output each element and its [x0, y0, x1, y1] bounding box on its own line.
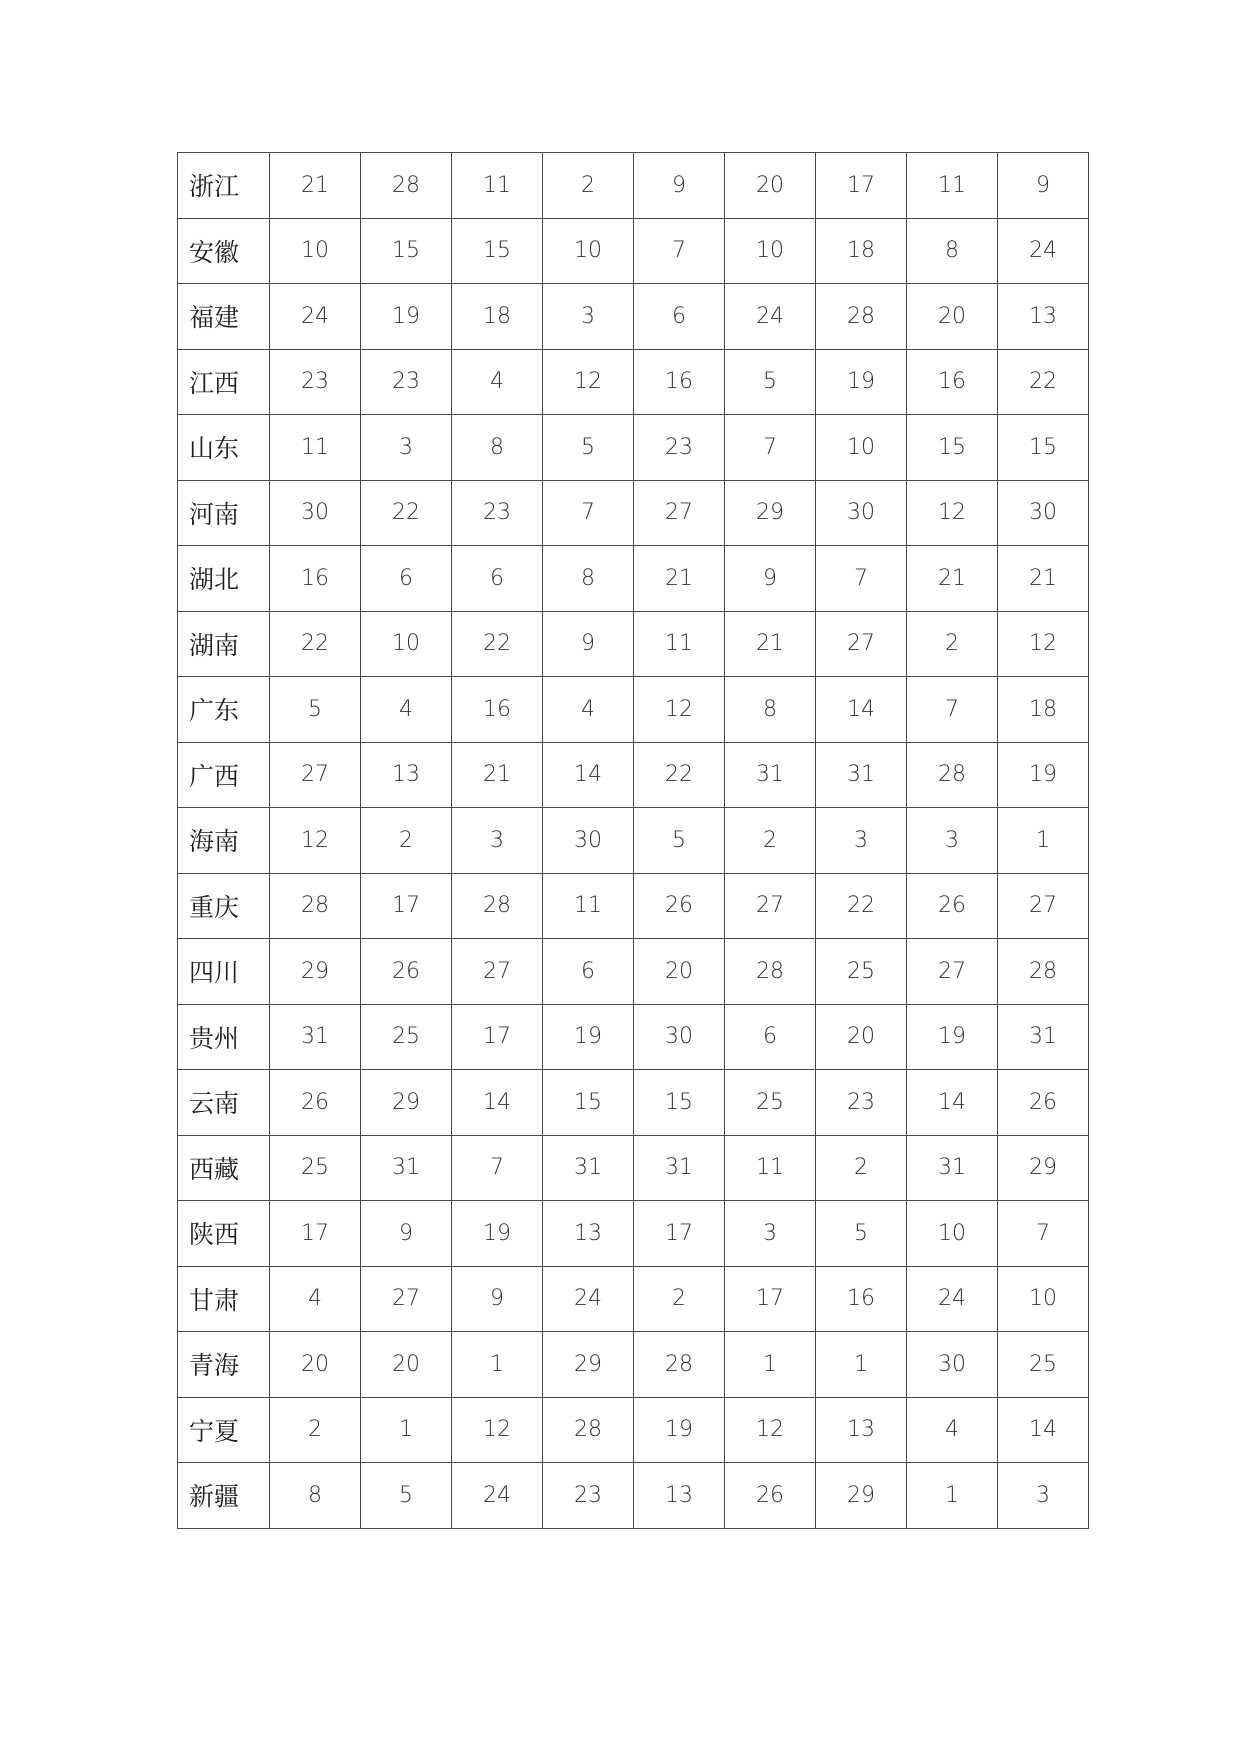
rank-value-cell: 7: [998, 1201, 1089, 1267]
rank-value-cell: 11: [725, 1135, 816, 1201]
rank-value-cell: 1: [907, 1463, 998, 1529]
rank-value-cell: 13: [634, 1463, 725, 1529]
province-name-cell: 湖南: [178, 611, 270, 677]
rank-value-cell: 1: [452, 1332, 543, 1398]
province-name-cell: 海南: [178, 808, 270, 874]
rank-value-cell: 12: [634, 677, 725, 743]
rank-value-cell: 7: [452, 1135, 543, 1201]
rank-value-cell: 30: [543, 808, 634, 874]
rank-value-cell: 17: [270, 1201, 361, 1267]
rank-value-cell: 12: [907, 480, 998, 546]
rank-value-cell: 13: [361, 742, 452, 808]
province-ranking-table: [177, 152, 1089, 1529]
rank-value-cell: 23: [361, 349, 452, 415]
rank-value-cell: 2: [816, 1135, 907, 1201]
table-body: [178, 153, 1089, 1529]
table-row: [178, 1332, 1089, 1398]
rank-value-cell: 7: [816, 546, 907, 612]
rank-value-cell: 14: [998, 1397, 1089, 1463]
rank-value-cell: 24: [907, 1266, 998, 1332]
rank-value-cell: 17: [452, 1004, 543, 1070]
rank-value-cell: 31: [998, 1004, 1089, 1070]
province-name-cell: 西藏: [178, 1135, 270, 1201]
rank-value-cell: 28: [816, 284, 907, 350]
rank-value-cell: 6: [634, 284, 725, 350]
rank-value-cell: 11: [270, 415, 361, 481]
province-name-cell: 安徽: [178, 218, 270, 284]
rank-value-cell: 8: [452, 415, 543, 481]
rank-value-cell: 3: [998, 1463, 1089, 1529]
rank-value-cell: 4: [543, 677, 634, 743]
rank-value-cell: 23: [543, 1463, 634, 1529]
rank-value-cell: 24: [998, 218, 1089, 284]
province-name-cell: 贵州: [178, 1004, 270, 1070]
rank-value-cell: 16: [634, 349, 725, 415]
table-row: [178, 1201, 1089, 1267]
province-name-cell: 陕西: [178, 1201, 270, 1267]
rank-value-cell: 20: [361, 1332, 452, 1398]
table-row: [178, 677, 1089, 743]
rank-value-cell: 1: [361, 1397, 452, 1463]
rank-value-cell: 31: [634, 1135, 725, 1201]
rank-value-cell: 20: [270, 1332, 361, 1398]
rank-value-cell: 26: [998, 1070, 1089, 1136]
rank-value-cell: 10: [361, 611, 452, 677]
rank-value-cell: 6: [543, 939, 634, 1005]
province-name-cell: 山东: [178, 415, 270, 481]
rank-value-cell: 28: [452, 873, 543, 939]
rank-value-cell: 19: [816, 349, 907, 415]
table-row: [178, 546, 1089, 612]
rank-value-cell: 10: [998, 1266, 1089, 1332]
rank-value-cell: 28: [907, 742, 998, 808]
table-row: [178, 349, 1089, 415]
table-row: [178, 218, 1089, 284]
rank-value-cell: 9: [634, 153, 725, 219]
rank-value-cell: 26: [725, 1463, 816, 1529]
rank-value-cell: 2: [725, 808, 816, 874]
rank-value-cell: 13: [998, 284, 1089, 350]
rank-value-cell: 27: [361, 1266, 452, 1332]
rank-value-cell: 19: [907, 1004, 998, 1070]
rank-value-cell: 7: [907, 677, 998, 743]
rank-value-cell: 29: [543, 1332, 634, 1398]
rank-value-cell: 16: [907, 349, 998, 415]
rank-value-cell: 30: [816, 480, 907, 546]
rank-value-cell: 30: [634, 1004, 725, 1070]
rank-value-cell: 20: [634, 939, 725, 1005]
province-name-cell: 重庆: [178, 873, 270, 939]
rank-value-cell: 12: [452, 1397, 543, 1463]
rank-value-cell: 30: [270, 480, 361, 546]
rank-value-cell: 29: [816, 1463, 907, 1529]
rank-value-cell: 14: [452, 1070, 543, 1136]
rank-value-cell: 3: [907, 808, 998, 874]
table-row: [178, 1004, 1089, 1070]
rank-value-cell: 27: [634, 480, 725, 546]
rank-value-cell: 18: [998, 677, 1089, 743]
rank-value-cell: 29: [998, 1135, 1089, 1201]
rank-value-cell: 17: [634, 1201, 725, 1267]
rank-value-cell: 31: [816, 742, 907, 808]
rank-value-cell: 1: [816, 1332, 907, 1398]
rank-value-cell: 21: [998, 546, 1089, 612]
rank-value-cell: 24: [725, 284, 816, 350]
rank-value-cell: 24: [270, 284, 361, 350]
rank-value-cell: 31: [725, 742, 816, 808]
rank-value-cell: 4: [907, 1397, 998, 1463]
rank-value-cell: 26: [361, 939, 452, 1005]
rank-value-cell: 16: [270, 546, 361, 612]
rank-value-cell: 23: [816, 1070, 907, 1136]
rank-value-cell: 2: [634, 1266, 725, 1332]
rank-value-cell: 27: [270, 742, 361, 808]
rank-value-cell: 5: [725, 349, 816, 415]
rank-value-cell: 15: [998, 415, 1089, 481]
rank-value-cell: 17: [816, 153, 907, 219]
rank-value-cell: 7: [725, 415, 816, 481]
rank-value-cell: 17: [361, 873, 452, 939]
rank-value-cell: 28: [998, 939, 1089, 1005]
rank-value-cell: 2: [543, 153, 634, 219]
rank-value-cell: 23: [270, 349, 361, 415]
rank-value-cell: 20: [907, 284, 998, 350]
rank-value-cell: 3: [361, 415, 452, 481]
rank-value-cell: 15: [907, 415, 998, 481]
rank-value-cell: 23: [452, 480, 543, 546]
rank-value-cell: 3: [725, 1201, 816, 1267]
rank-value-cell: 16: [816, 1266, 907, 1332]
rank-value-cell: 17: [725, 1266, 816, 1332]
rank-value-cell: 15: [452, 218, 543, 284]
rank-value-cell: 21: [270, 153, 361, 219]
rank-value-cell: 27: [907, 939, 998, 1005]
rank-value-cell: 10: [725, 218, 816, 284]
rank-value-cell: 8: [907, 218, 998, 284]
table-row: [178, 742, 1089, 808]
rank-value-cell: 5: [270, 677, 361, 743]
rank-value-cell: 10: [816, 415, 907, 481]
rank-value-cell: 7: [634, 218, 725, 284]
rank-value-cell: 9: [998, 153, 1089, 219]
rank-value-cell: 19: [998, 742, 1089, 808]
rank-value-cell: 4: [361, 677, 452, 743]
rank-value-cell: 5: [816, 1201, 907, 1267]
rank-value-cell: 11: [907, 153, 998, 219]
rank-value-cell: 5: [634, 808, 725, 874]
rank-value-cell: 6: [452, 546, 543, 612]
table-row: [178, 808, 1089, 874]
rank-value-cell: 19: [634, 1397, 725, 1463]
province-name-cell: 广东: [178, 677, 270, 743]
rank-value-cell: 12: [725, 1397, 816, 1463]
rank-value-cell: 30: [907, 1332, 998, 1398]
rank-value-cell: 31: [270, 1004, 361, 1070]
table-row: [178, 611, 1089, 677]
rank-value-cell: 5: [361, 1463, 452, 1529]
table-row: [178, 284, 1089, 350]
rank-value-cell: 22: [998, 349, 1089, 415]
rank-value-cell: 27: [998, 873, 1089, 939]
table-row: [178, 939, 1089, 1005]
table-row: [178, 1266, 1089, 1332]
rank-value-cell: 19: [452, 1201, 543, 1267]
table-row: [178, 873, 1089, 939]
rank-value-cell: 19: [361, 284, 452, 350]
rank-value-cell: 9: [361, 1201, 452, 1267]
rank-value-cell: 14: [907, 1070, 998, 1136]
rank-value-cell: 21: [725, 611, 816, 677]
rank-value-cell: 10: [543, 218, 634, 284]
rank-value-cell: 22: [816, 873, 907, 939]
rank-value-cell: 28: [270, 873, 361, 939]
rank-value-cell: 7: [543, 480, 634, 546]
rank-value-cell: 20: [725, 153, 816, 219]
rank-value-cell: 11: [543, 873, 634, 939]
rank-value-cell: 22: [452, 611, 543, 677]
province-name-cell: 甘肃: [178, 1266, 270, 1332]
table-row: [178, 480, 1089, 546]
rank-value-cell: 28: [543, 1397, 634, 1463]
rank-value-cell: 3: [452, 808, 543, 874]
table-row: [178, 1070, 1089, 1136]
rank-value-cell: 15: [543, 1070, 634, 1136]
rank-value-cell: 12: [998, 611, 1089, 677]
rank-value-cell: 13: [816, 1397, 907, 1463]
rank-value-cell: 10: [907, 1201, 998, 1267]
rank-value-cell: 21: [634, 546, 725, 612]
rank-value-cell: 25: [816, 939, 907, 1005]
rank-value-cell: 29: [361, 1070, 452, 1136]
province-name-cell: 河南: [178, 480, 270, 546]
rank-value-cell: 24: [452, 1463, 543, 1529]
table-row: [178, 1135, 1089, 1201]
rank-value-cell: 2: [907, 611, 998, 677]
rank-value-cell: 21: [452, 742, 543, 808]
rank-value-cell: 27: [725, 873, 816, 939]
rank-value-cell: 25: [270, 1135, 361, 1201]
rank-value-cell: 9: [725, 546, 816, 612]
rank-value-cell: 3: [816, 808, 907, 874]
table-row: [178, 1463, 1089, 1529]
province-name-cell: 福建: [178, 284, 270, 350]
rank-value-cell: 20: [816, 1004, 907, 1070]
province-name-cell: 广西: [178, 742, 270, 808]
rank-value-cell: 3: [543, 284, 634, 350]
rank-value-cell: 15: [361, 218, 452, 284]
rank-value-cell: 12: [543, 349, 634, 415]
rank-value-cell: 22: [361, 480, 452, 546]
province-name-cell: 江西: [178, 349, 270, 415]
province-name-cell: 宁夏: [178, 1397, 270, 1463]
rank-value-cell: 9: [452, 1266, 543, 1332]
table-row: [178, 153, 1089, 219]
rank-value-cell: 21: [907, 546, 998, 612]
rank-value-cell: 28: [634, 1332, 725, 1398]
rank-value-cell: 11: [634, 611, 725, 677]
rank-value-cell: 14: [816, 677, 907, 743]
rank-value-cell: 25: [361, 1004, 452, 1070]
province-name-cell: 云南: [178, 1070, 270, 1136]
rank-value-cell: 25: [998, 1332, 1089, 1398]
rank-value-cell: 16: [452, 677, 543, 743]
rank-value-cell: 5: [543, 415, 634, 481]
province-name-cell: 新疆: [178, 1463, 270, 1529]
rank-value-cell: 26: [634, 873, 725, 939]
rank-value-cell: 22: [634, 742, 725, 808]
rank-value-cell: 31: [907, 1135, 998, 1201]
province-name-cell: 湖北: [178, 546, 270, 612]
rank-value-cell: 30: [998, 480, 1089, 546]
rank-value-cell: 29: [725, 480, 816, 546]
rank-value-cell: 2: [270, 1397, 361, 1463]
rank-value-cell: 12: [270, 808, 361, 874]
rank-value-cell: 31: [543, 1135, 634, 1201]
province-name-cell: 四川: [178, 939, 270, 1005]
rank-value-cell: 6: [725, 1004, 816, 1070]
rank-value-cell: 28: [361, 153, 452, 219]
rank-value-cell: 15: [634, 1070, 725, 1136]
rank-value-cell: 26: [907, 873, 998, 939]
rank-value-cell: 22: [270, 611, 361, 677]
rank-value-cell: 24: [543, 1266, 634, 1332]
rank-value-cell: 31: [361, 1135, 452, 1201]
table-row: [178, 1397, 1089, 1463]
province-name-cell: 青海: [178, 1332, 270, 1398]
province-name-cell: 浙江: [178, 153, 270, 219]
table-row: [178, 415, 1089, 481]
rank-value-cell: 25: [725, 1070, 816, 1136]
rank-value-cell: 18: [816, 218, 907, 284]
rank-value-cell: 4: [270, 1266, 361, 1332]
rank-value-cell: 9: [543, 611, 634, 677]
rank-value-cell: 1: [998, 808, 1089, 874]
rank-value-cell: 28: [725, 939, 816, 1005]
rank-value-cell: 19: [543, 1004, 634, 1070]
rank-value-cell: 1: [725, 1332, 816, 1398]
rank-value-cell: 29: [270, 939, 361, 1005]
rank-value-cell: 4: [452, 349, 543, 415]
rank-value-cell: 2: [361, 808, 452, 874]
rank-value-cell: 6: [361, 546, 452, 612]
rank-value-cell: 8: [725, 677, 816, 743]
rank-value-cell: 27: [816, 611, 907, 677]
rank-value-cell: 8: [270, 1463, 361, 1529]
rank-value-cell: 11: [452, 153, 543, 219]
rank-value-cell: 14: [543, 742, 634, 808]
rank-value-cell: 8: [543, 546, 634, 612]
rank-value-cell: 10: [270, 218, 361, 284]
rank-value-cell: 23: [634, 415, 725, 481]
rank-value-cell: 13: [543, 1201, 634, 1267]
rank-value-cell: 26: [270, 1070, 361, 1136]
rank-value-cell: 18: [452, 284, 543, 350]
rank-value-cell: 27: [452, 939, 543, 1005]
